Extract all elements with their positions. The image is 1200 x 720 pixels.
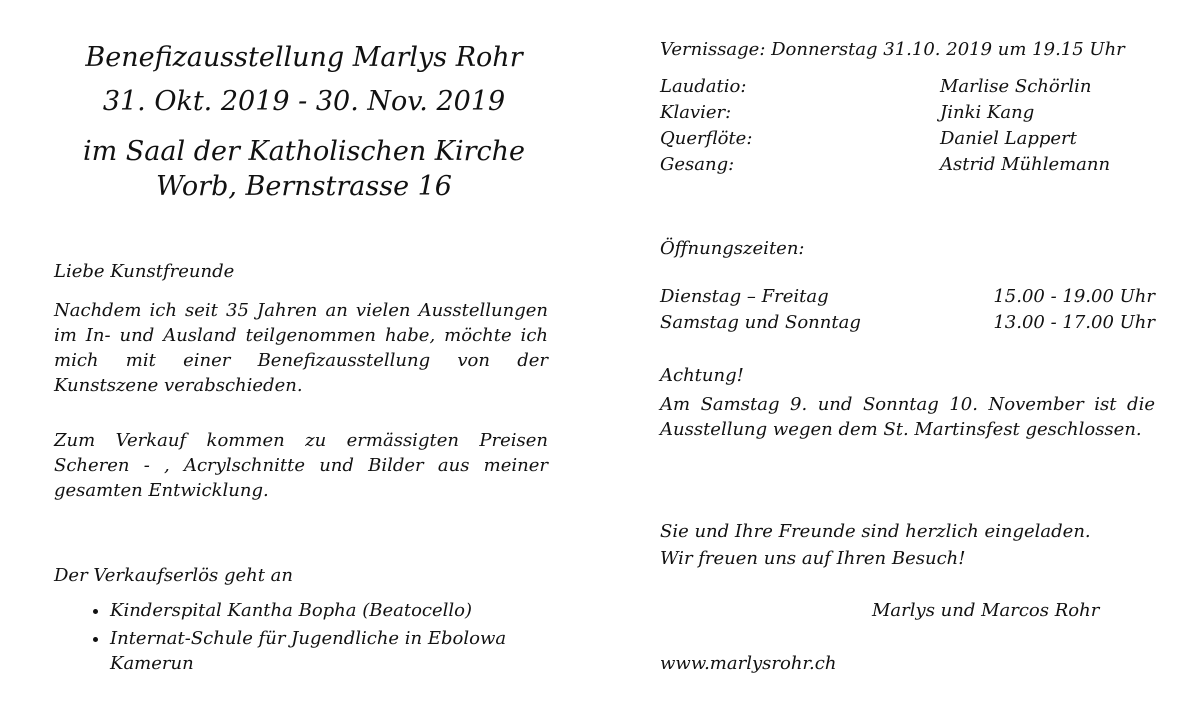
hours-row	[660, 310, 1155, 336]
exhibition-title: Benefizausstellung Marlys Rohr	[85, 42, 523, 73]
program-person: Astrid Mühlemann	[940, 154, 1111, 175]
program-person: Jinki Kang	[940, 102, 1035, 123]
website-link[interactable]: www.marlysrohr.ch	[660, 653, 837, 674]
program-row	[660, 152, 1110, 178]
greeting: Liebe Kunstfreunde	[54, 261, 235, 282]
exhibition-dates: 31. Okt. 2019 - 30. Nov. 2019	[102, 86, 506, 117]
program-person: Daniel Lappert	[940, 128, 1077, 149]
program-role: Klavier:	[660, 102, 732, 123]
venue-line-1: im Saal der Katholischen Kirche	[82, 136, 526, 167]
signature: Marlys und Marcos Rohr	[872, 600, 1100, 621]
program-row	[660, 126, 1110, 152]
hours-time: 15.00 - 19.00 Uhr	[993, 286, 1155, 307]
proceeds-intro: Der Verkaufserlös geht an	[54, 565, 294, 586]
program-row	[660, 100, 1110, 126]
hours-days: Samstag und Sonntag	[660, 312, 861, 333]
hours-row	[660, 284, 1155, 310]
attention-title: Achtung!	[660, 365, 744, 386]
beneficiary-item: • Kinderspital Kantha Bopha (Beatocello)	[110, 598, 550, 623]
program-role: Gesang:	[660, 154, 735, 175]
beneficiary-item: • Internat-Schule für Jugendliche in Ebolowa Kamerun	[110, 626, 550, 676]
letter-paragraph-1: Nachdem ich seit 35 Jahren an vielen Ausstellungen im In- und Ausland teilgenommen habe, möchte ich mich mit einer Benefizausstellung von der Kunstszene verabschieden.	[54, 300, 548, 396]
invitation-line-2: Wir freuen uns auf Ihren Besuch!	[660, 548, 966, 569]
program-row	[660, 74, 1110, 100]
letter-paragraph-2: Zum Verkauf kommen zu ermässigten Preisen Scheren - , Acrylschnitte und Bilder aus meiner gesamten Entwicklung.	[54, 430, 548, 501]
opening-hours-table	[660, 284, 1155, 336]
hours-days: Dienstag – Freitag	[660, 286, 829, 307]
opening-hours-title: Öffnungszeiten:	[660, 238, 805, 259]
program-role: Querflöte:	[660, 128, 753, 149]
program-person: Marlise Schörlin	[940, 76, 1092, 97]
program-role: Laudatio:	[660, 76, 747, 97]
vernissage-line: Vernissage: Donnerstag 31.10. 2019 um 19.15 Uhr	[660, 39, 1125, 60]
hours-time: 13.00 - 17.00 Uhr	[993, 312, 1155, 333]
beneficiary-list	[84, 598, 550, 679]
venue-line-2: Worb, Bernstrasse 16	[156, 171, 452, 202]
attention-text: Am Samstag 9. und Sonntag 10. November ist die Ausstellung wegen dem St. Martinsfest geschlossen.	[660, 394, 1155, 440]
invitation-line-1: Sie und Ihre Freunde sind herzlich eingeladen.	[660, 521, 1091, 542]
program-table	[660, 74, 1110, 178]
